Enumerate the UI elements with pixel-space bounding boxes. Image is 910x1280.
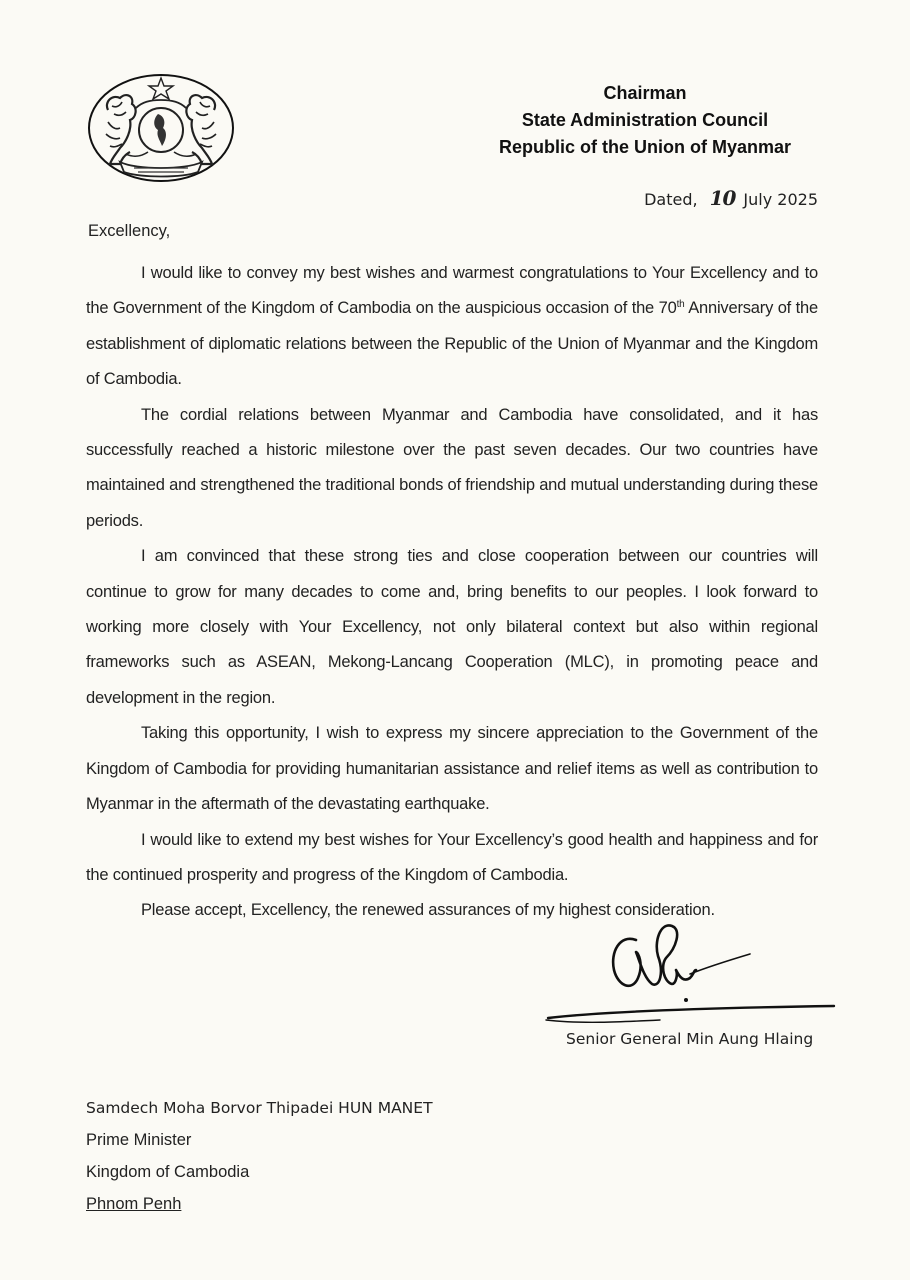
recipient-country: Kingdom of Cambodia: [86, 1163, 250, 1181]
signer-name: Senior General Min Aung Hlaing: [566, 1030, 814, 1048]
paragraph-best-wishes: I would like to extend my best wishes for Your Excellency’s good health and happiness and for the continued prosperity and progress of the Kingdom of Cambodia.: [86, 830, 818, 884]
recipient-title: Prime Minister: [86, 1131, 192, 1149]
salutation: Excellency,: [88, 222, 171, 240]
handwritten-signature-icon: [540, 912, 840, 1032]
paragraph-cooperation: I am convinced that these strong ties and close cooperation between our countries will continue to grow for many decades to come and, bring benefits to our peoples. I look forward to working more closely with Your Excellency, not only bilateral context but also within regional frameworks such as ASEAN, Mekong-Lancang Cooperation (MLC), in promoting peace and development in the region.: [86, 547, 818, 707]
recipient-city: Phnom Penh: [86, 1195, 182, 1213]
date-line: [644, 186, 818, 210]
letterhead: [460, 80, 830, 161]
letterhead-title-chairman: Chairman: [603, 83, 687, 103]
recipient-address: [86, 1092, 433, 1220]
paragraph-relations: The cordial relations between Myanmar and Cambodia have consolidated, and it has successfully reached a historic milestone over the past seven decades. Our two countries have maintained and strengthened the traditional bonds of friendship and mutual understanding during these periods.: [86, 405, 818, 530]
paragraph-appreciation: Taking this opportunity, I wish to express my sincere appreciation to the Government of the Kingdom of Cambodia for providing humanitarian assistance and relief items as well as contribution to Myanmar in the aftermath of the devastating earthquake.: [86, 724, 818, 814]
letterhead-title-republic: Republic of the Union of Myanmar: [498, 137, 791, 157]
recipient-name: Samdech Moha Borvor Thipadei HUN MANET: [86, 1099, 433, 1117]
ordinal-suffix: th: [676, 299, 685, 311]
paragraph-closing: Please accept, Excellency, the renewed assurances of my highest consideration.: [141, 901, 715, 920]
state-seal-icon: [86, 72, 236, 184]
date-day: 10: [709, 186, 736, 210]
paragraph-1-text-b: Anniversary of the establishment of diplomatic relations between the Republic of the Union of Myanmar and the Kingdom of Cambodia.: [86, 299, 818, 389]
paragraph-1-text-a: I would like to convey my best wishes and warmest congratulations to Your Excellency and to the Government of the Kingdom of Cambodia on the auspicious occasion of the 70: [86, 264, 818, 318]
letterhead-title-council: State Administration Council: [521, 110, 769, 130]
paragraph-congratulations: [86, 256, 818, 398]
letter-body: [86, 256, 818, 929]
date-label: Dated,: [644, 190, 698, 209]
date-month-year: July 2025: [743, 190, 818, 209]
